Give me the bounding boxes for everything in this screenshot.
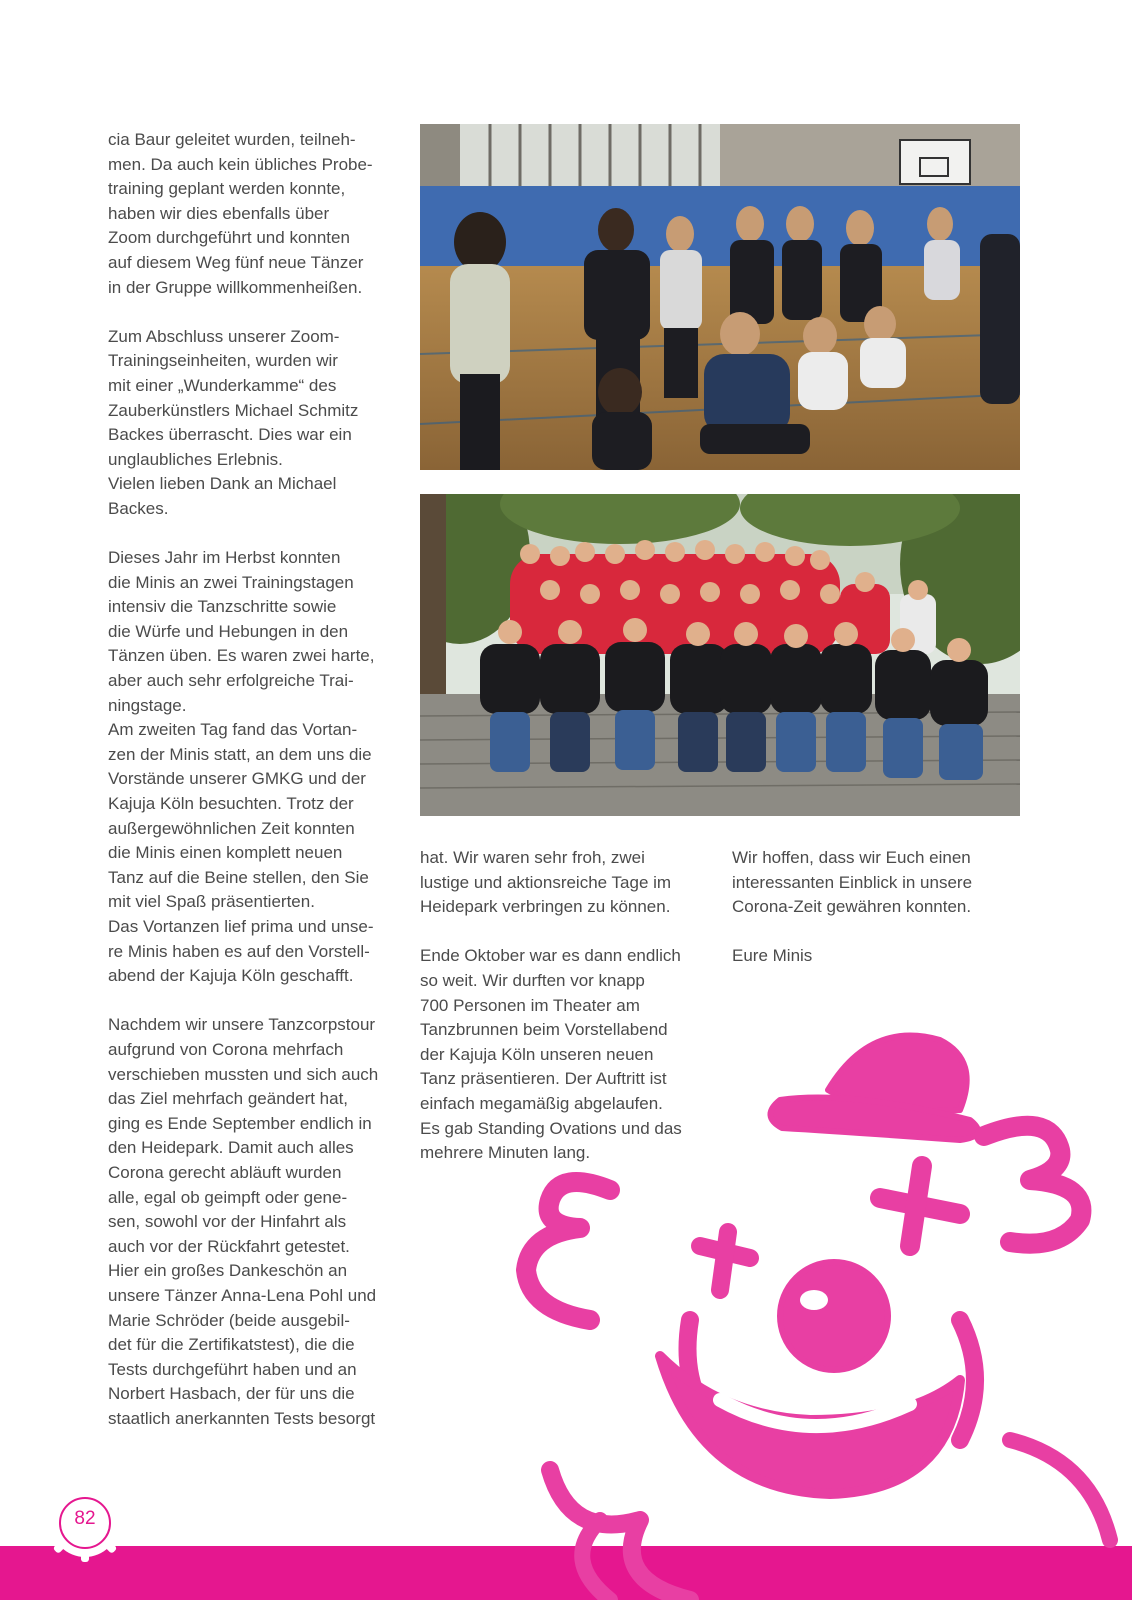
paragraph: cia Baur geleitet wurden, teilneh- men. Da auch kein übliches Probe- training geplant werden konnte, haben wir dies ebenfalls über Zoom durchgeführt und konnten auf diesem Weg fünf neue Tänzer in der Gruppe willkommenheißen.: [108, 130, 373, 297]
paragraph: Dieses Jahr im Herbst konnten die Minis an zwei Trainingstagen intensiv die Tanzschritte sowie die Würfe und Hebungen in den Tänzen üben. Es waren zwei harte, aber auch sehr erfolgreiche Trai- ningstage. Am zweiten Tag fand das Vortan- zen der Minis statt, an dem uns die Vorstände unserer GMKG und der Kajuja Köln besuchten. Trotz der außergewöhnlichen Zeit konnten die Minis einen komplett neuen Tanz auf die Beine stellen, den Sie mit viel Spaß präsentierten. Das Vortanzen lief prima und unse- re Minis haben es auf den Vorstell- abend der Kajuja Köln geschafft.: [108, 548, 375, 986]
gym-training-photo: [420, 124, 1020, 470]
page-number: 82: [74, 1508, 96, 1529]
article-column-left: [108, 128, 398, 1431]
paragraph: Zum Abschluss unserer Zoom- Trainingseinheiten, wurden wir mit einer „Wunderkamme“ des Zauberkünstlers Michael Schmitz Backes überrascht. Dies war ein unglaubliches Erlebnis. Vielen lieben Dank an Michael Backes.: [108, 326, 359, 518]
paragraph: Ende Oktober war es dann endlich so weit. Wir durften vor knapp 700 Personen im Theater am Tanzbrunnen beim Vorstellabend der Kajuja Köln unseren neuen Tanz präsentieren. Der Auftritt ist einfach megamäßig abgelaufen. Es gab Standing Ovations und das mehrere Minuten lang.: [420, 946, 682, 1163]
group-photo: [420, 494, 1020, 816]
article-column-right: [732, 846, 1012, 969]
paragraph: Nachdem wir unsere Tanzcorpstour aufgrund von Corona mehrfach verschieben mussten und sich auch das Ziel mehrfach geändert hat, ging es Ende September endlich in den Heidepark. Damit auch alles Corona gerecht abläuft wurden alle, egal ob geimpft oder gene- sen, sowohl vor der Hinfahrt als auch vor der Rückfahrt getestet. Hier ein großes Dankeschön an unsere Tänzer Anna-Lena Pohl und Marie Schröder (beide ausgebil- det für die Zertifikatstest), die die Tests durchgeführt haben und an Norbert Hasbach, der für uns die staatlich anerkannten Tests besorgt: [108, 1015, 379, 1428]
paragraph: Wir hoffen, dass wir Euch einen interessanten Einblick in unsere Corona-Zeit gewähren konnten.: [732, 848, 973, 917]
clown-face-illustration: [490, 1020, 1132, 1600]
paragraph: hat. Wir waren sehr froh, zwei lustige und aktionsreiche Tage im Heidepark verbringen zu können.: [420, 848, 672, 917]
signature: Eure Minis: [732, 946, 813, 966]
